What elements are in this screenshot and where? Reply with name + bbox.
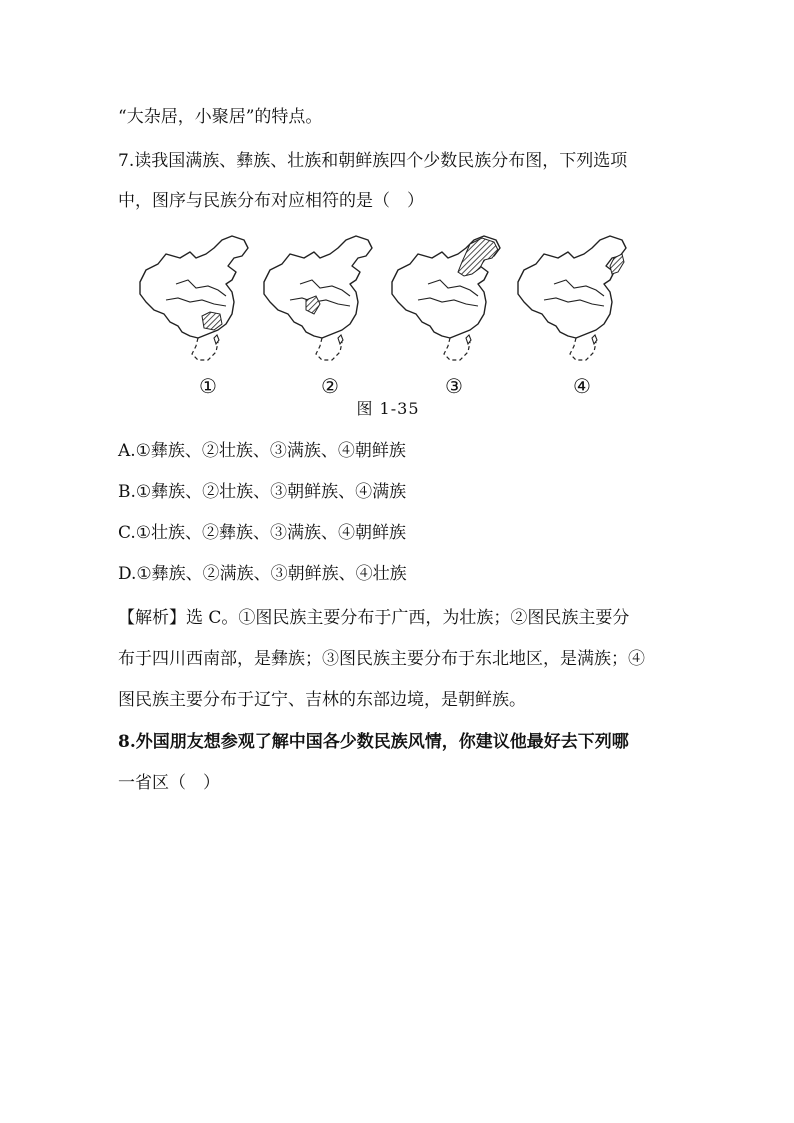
- intro-line: “大杂居，小聚居”的特点。: [118, 107, 323, 127]
- option-a: A.①彝族、②壮族、③满族、④朝鲜族: [118, 441, 406, 461]
- analysis-line1: 【解析】选 C。①图民族主要分布于广西，为壮族；②图民族主要分: [118, 608, 630, 628]
- map-label-4: ④: [573, 374, 591, 398]
- map-1: [136, 234, 256, 362]
- map-2: [260, 234, 380, 362]
- analysis-line3: 图民族主要分布于辽宁、吉林的东部边境，是朝鲜族。: [118, 690, 526, 710]
- option-b: B.①彝族、②壮族、③朝鲜族、④满族: [118, 482, 407, 502]
- figure-caption: 图 1-35: [356, 399, 420, 418]
- map-label-2: ②: [321, 374, 339, 398]
- map-4: [514, 234, 634, 362]
- option-c: C.①壮族、②彝族、③满族、④朝鲜族: [118, 523, 407, 543]
- ethnic-distribution-figure: [118, 222, 638, 427]
- map-label-3: ③: [445, 374, 463, 398]
- map-label-1: ①: [199, 374, 217, 398]
- question7-line1: 7.读我国满族、彝族、壮族和朝鲜族四个少数民族分布图，下列选项: [118, 151, 628, 171]
- question8-line2: 一省区（ ）: [118, 773, 220, 793]
- map-3: [388, 234, 508, 362]
- option-d: D.①彝族、②满族、③朝鲜族、④壮族: [118, 564, 407, 584]
- question7-line2: 中，图序与民族分布对应相符的是（ ）: [118, 191, 424, 211]
- question8-line1: 8.外国朋友想参观了解中国各少数民族风情，你建议他最好去下列哪: [118, 732, 629, 752]
- analysis-line2: 布于四川西南部，是彝族；③图民族主要分布于东北地区，是满族；④: [118, 649, 645, 669]
